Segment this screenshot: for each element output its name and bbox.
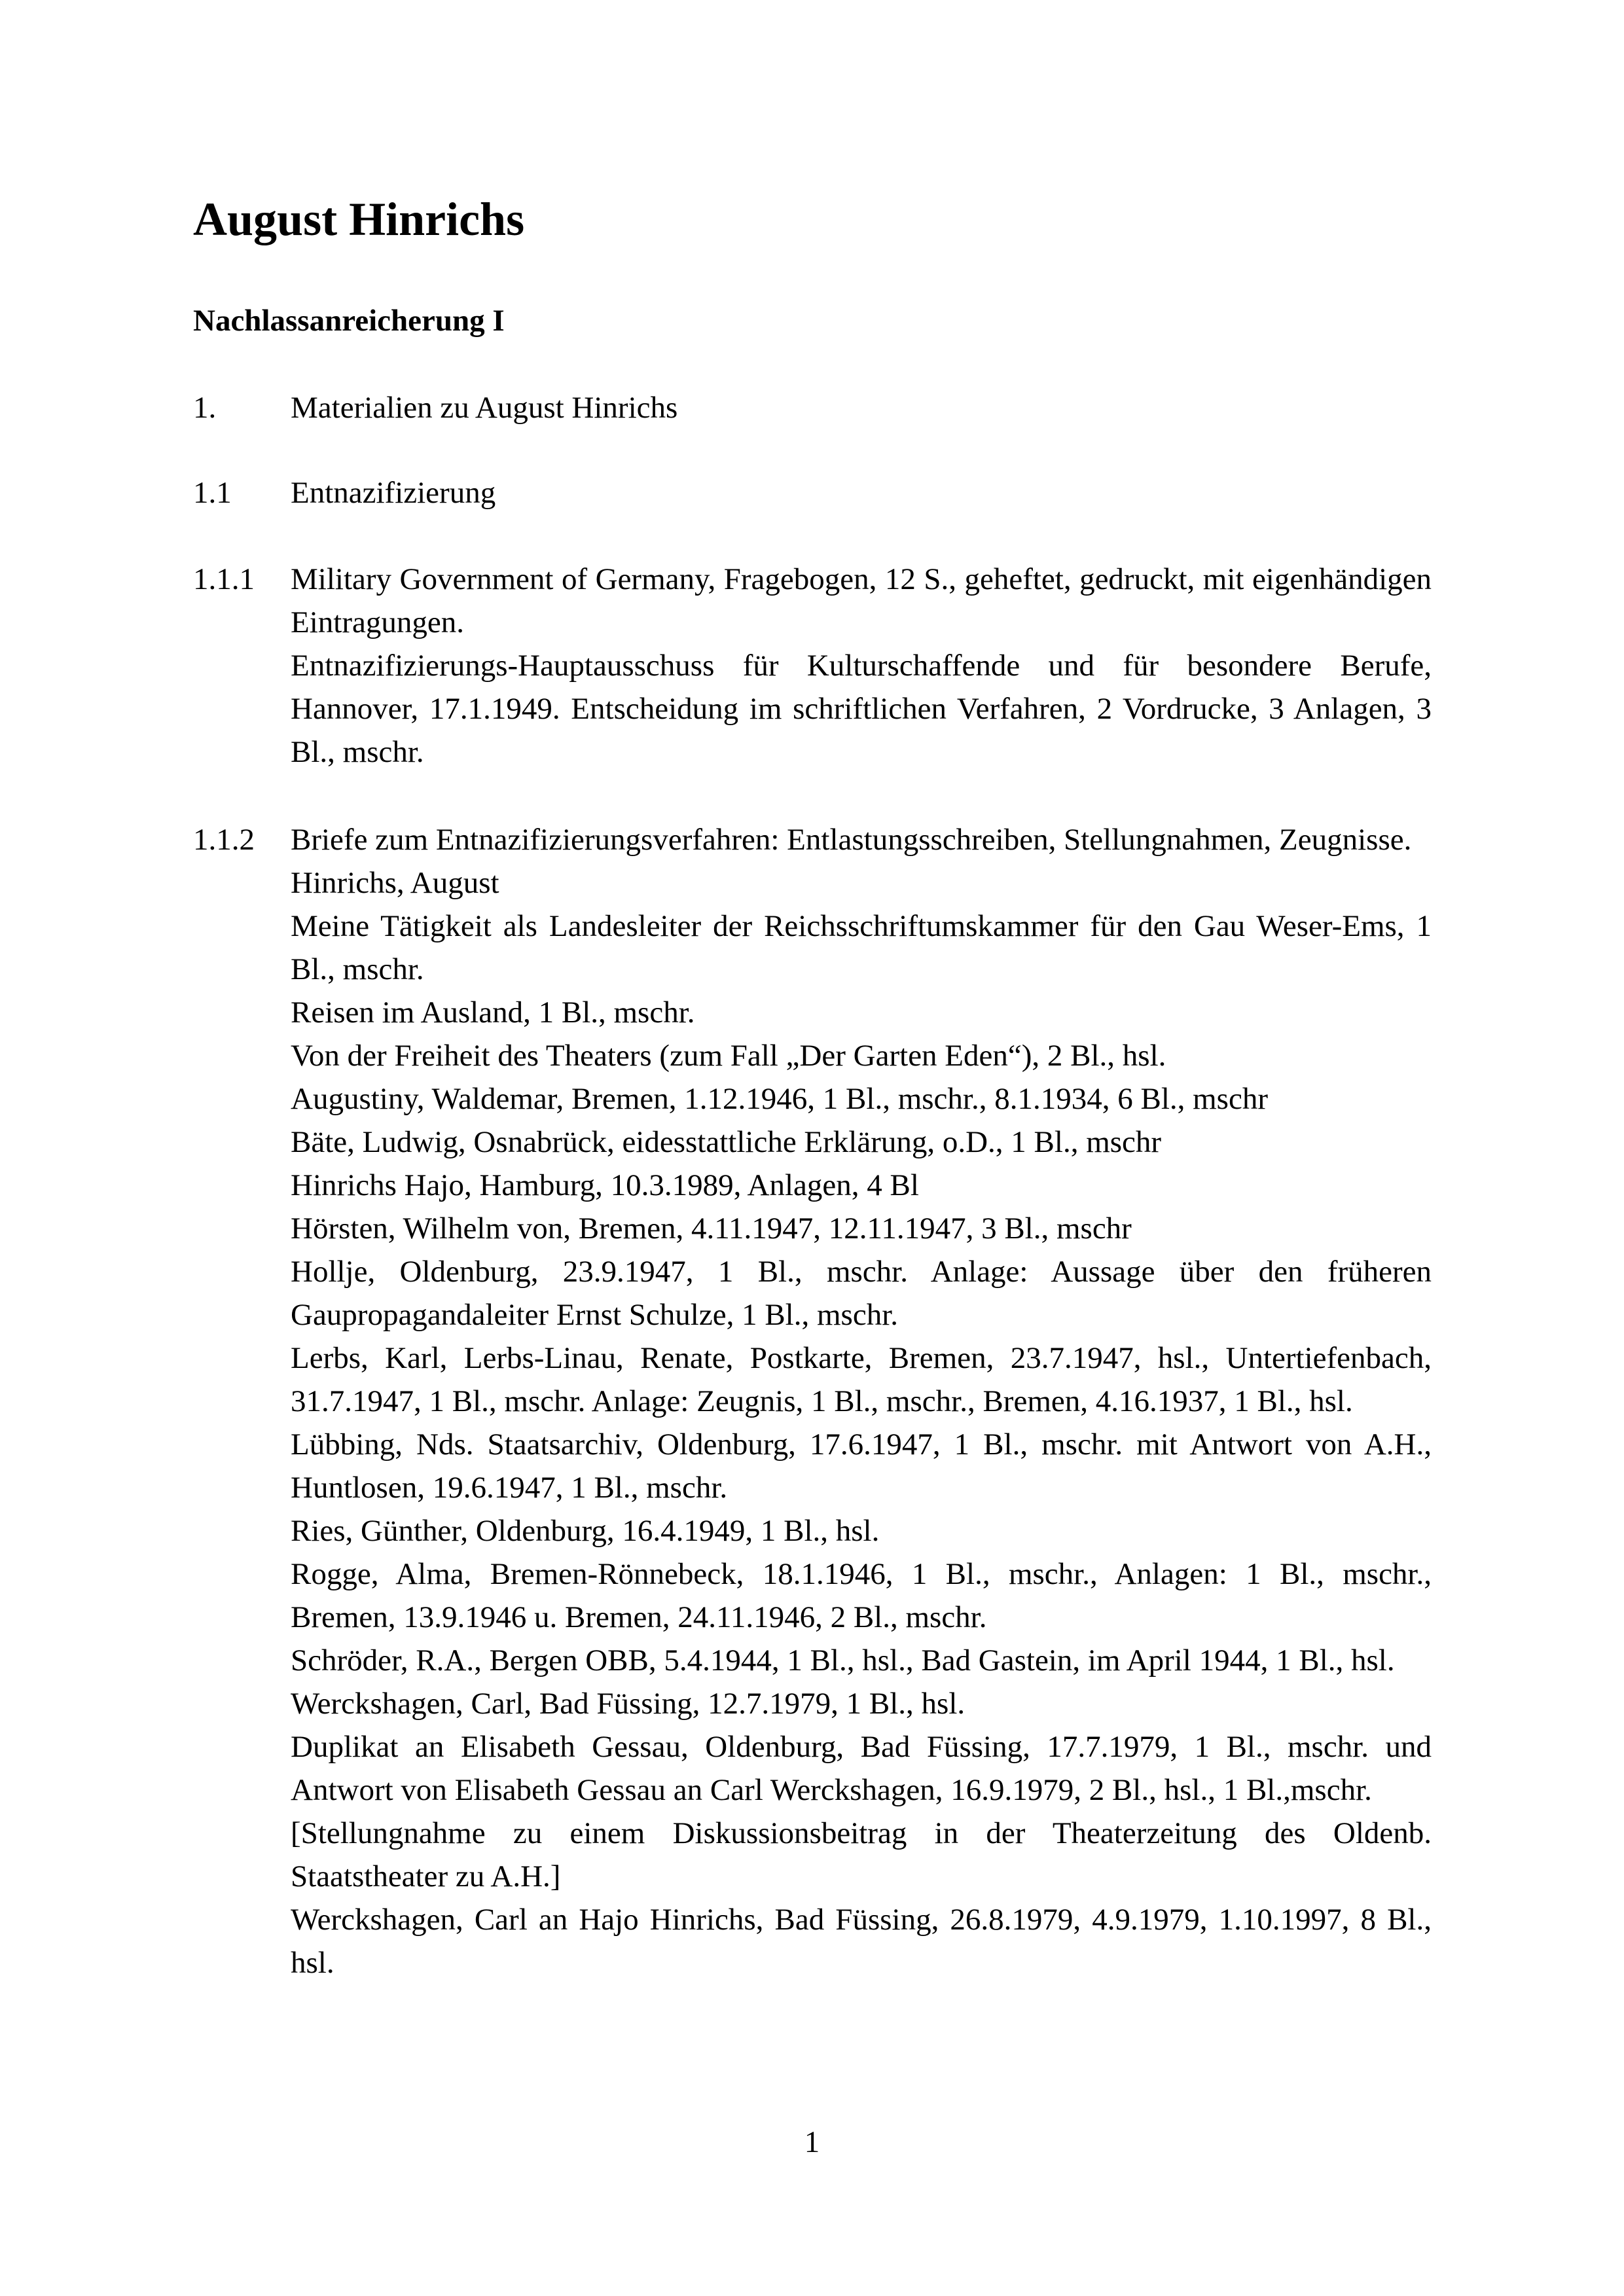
item-paragraph: Werckshagen, Carl an Hajo Hinrichs, Bad Füssing, 26.8.1979, 4.9.1979, 1.10.1997, 8 Bl., hsl. bbox=[291, 1903, 1432, 1980]
item-paragraph: Lübbing, Nds. Staatsarchiv, Oldenburg, 17.6.1947, 1 Bl., mschr. mit Antwort von A.H., Huntlosen, 19.6.1947, 1 Bl., mschr. bbox=[291, 1427, 1432, 1505]
item-paragraph: Rogge, Alma, Bremen-Rönnebeck, 18.1.1946, 1 Bl., mschr., Anlagen: 1 Bl., mschr., Bremen, 13.9.1946 u. Bremen, 24.11.1946, 2 Bl., mschr. bbox=[291, 1557, 1432, 1634]
item-paragraph: Ries, Günther, Oldenburg, 16.4.1949, 1 Bl., hsl. bbox=[291, 1514, 880, 1548]
item-paragraph: Hollje, Oldenburg, 23.9.1947, 1 Bl., mschr. Anlage: Aussage über den früheren Gaupropagandaleiter Ernst Schulze, 1 Bl., mschr. bbox=[291, 1255, 1432, 1332]
item-paragraph: Duplikat an Elisabeth Gessau, Oldenburg, Bad Füssing, 17.7.1979, 1 Bl., mschr. und Antwort von Elisabeth Gessau an Carl Werckshagen, 16.9.1979, 2 Bl., hsl., 1 Bl.,mschr. bbox=[291, 1730, 1432, 1807]
section-number: 1.1 bbox=[193, 476, 232, 510]
section-number: 1. bbox=[193, 391, 217, 425]
item-paragraph: Augustiny, Waldemar, Bremen, 1.12.1946, 1 Bl., mschr., 8.1.1934, 6 Bl., mschr bbox=[291, 1082, 1268, 1116]
item-paragraph: Entnazifizierungs-Hauptausschuss für Kulturschaffende und für besondere Berufe, Hannover, 17.1.1949. Entscheidung im schriftlichen Verfahren, 2 Vordrucke, 3 Anlagen, 3 Bl., mschr. bbox=[291, 649, 1432, 769]
item-paragraph: Lerbs, Karl, Lerbs-Linau, Renate, Postkarte, Bremen, 23.7.1947, hsl., Untertiefenbach, 31.7.1947, 1 Bl., mschr. Anlage: Zeugnis, 1 Bl., mschr., Bremen, 4.16.1937, 1 Bl., hsl. bbox=[291, 1341, 1432, 1418]
item-number: 1.1.2 bbox=[193, 823, 255, 857]
item-1-1-1 bbox=[193, 558, 1432, 774]
item-paragraph: Schröder, R.A., Bergen OBB, 5.4.1944, 1 Bl., hsl., Bad Gastein, im April 1944, 1 Bl., hsl. bbox=[291, 1643, 1395, 1677]
item-body bbox=[291, 818, 1432, 1984]
item-paragraph: Hörsten, Wilhelm von, Bremen, 4.11.1947, 12.11.1947, 3 Bl., mschr bbox=[291, 1211, 1132, 1246]
item-paragraph: Von der Freiheit des Theaters (zum Fall „Der Garten Eden“), 2 Bl., hsl. bbox=[291, 1039, 1166, 1073]
item-paragraph: Hinrichs, August bbox=[291, 866, 499, 900]
section-1-1 bbox=[193, 471, 1432, 514]
section-heading: Entnazifizierung bbox=[291, 476, 496, 510]
item-paragraph: Meine Tätigkeit als Landesleiter der Reichsschriftumskammer für den Gau Weser-Ems, 1 Bl., mschr. bbox=[291, 909, 1432, 986]
item-paragraph: Reisen im Ausland, 1 Bl., mschr. bbox=[291, 996, 695, 1030]
item-number: 1.1.1 bbox=[193, 562, 255, 596]
page-number: 1 bbox=[804, 2125, 820, 2159]
document-title: August Hinrichs bbox=[193, 193, 525, 245]
item-paragraph: Hinrichs Hajo, Hamburg, 10.3.1989, Anlagen, 4 Bl bbox=[291, 1168, 919, 1202]
item-paragraph: Briefe zum Entnazifizierungsverfahren: Entlastungsschreiben, Stellungnahmen, Zeugnisse. bbox=[291, 823, 1412, 857]
item-paragraph: Military Government of Germany, Fragebogen, 12 S., geheftet, gedruckt, mit eigenhändigen Eintragungen. bbox=[291, 562, 1432, 639]
item-paragraph: Werckshagen, Carl, Bad Füssing, 12.7.1979, 1 Bl., hsl. bbox=[291, 1687, 965, 1721]
item-1-1-2 bbox=[193, 818, 1432, 1984]
section-1 bbox=[193, 386, 1432, 429]
item-body bbox=[291, 558, 1432, 774]
item-paragraph: [Stellungnahme zu einem Diskussionsbeitrag in der Theaterzeitung des Oldenb. Staatstheater zu A.H.] bbox=[291, 1816, 1432, 1893]
item-paragraph: Bäte, Ludwig, Osnabrück, eidesstattliche Erklärung, o.D., 1 Bl., mschr bbox=[291, 1125, 1162, 1159]
document-subtitle: Nachlassanreicherung I bbox=[193, 304, 505, 338]
section-heading: Materialien zu August Hinrichs bbox=[291, 391, 678, 425]
